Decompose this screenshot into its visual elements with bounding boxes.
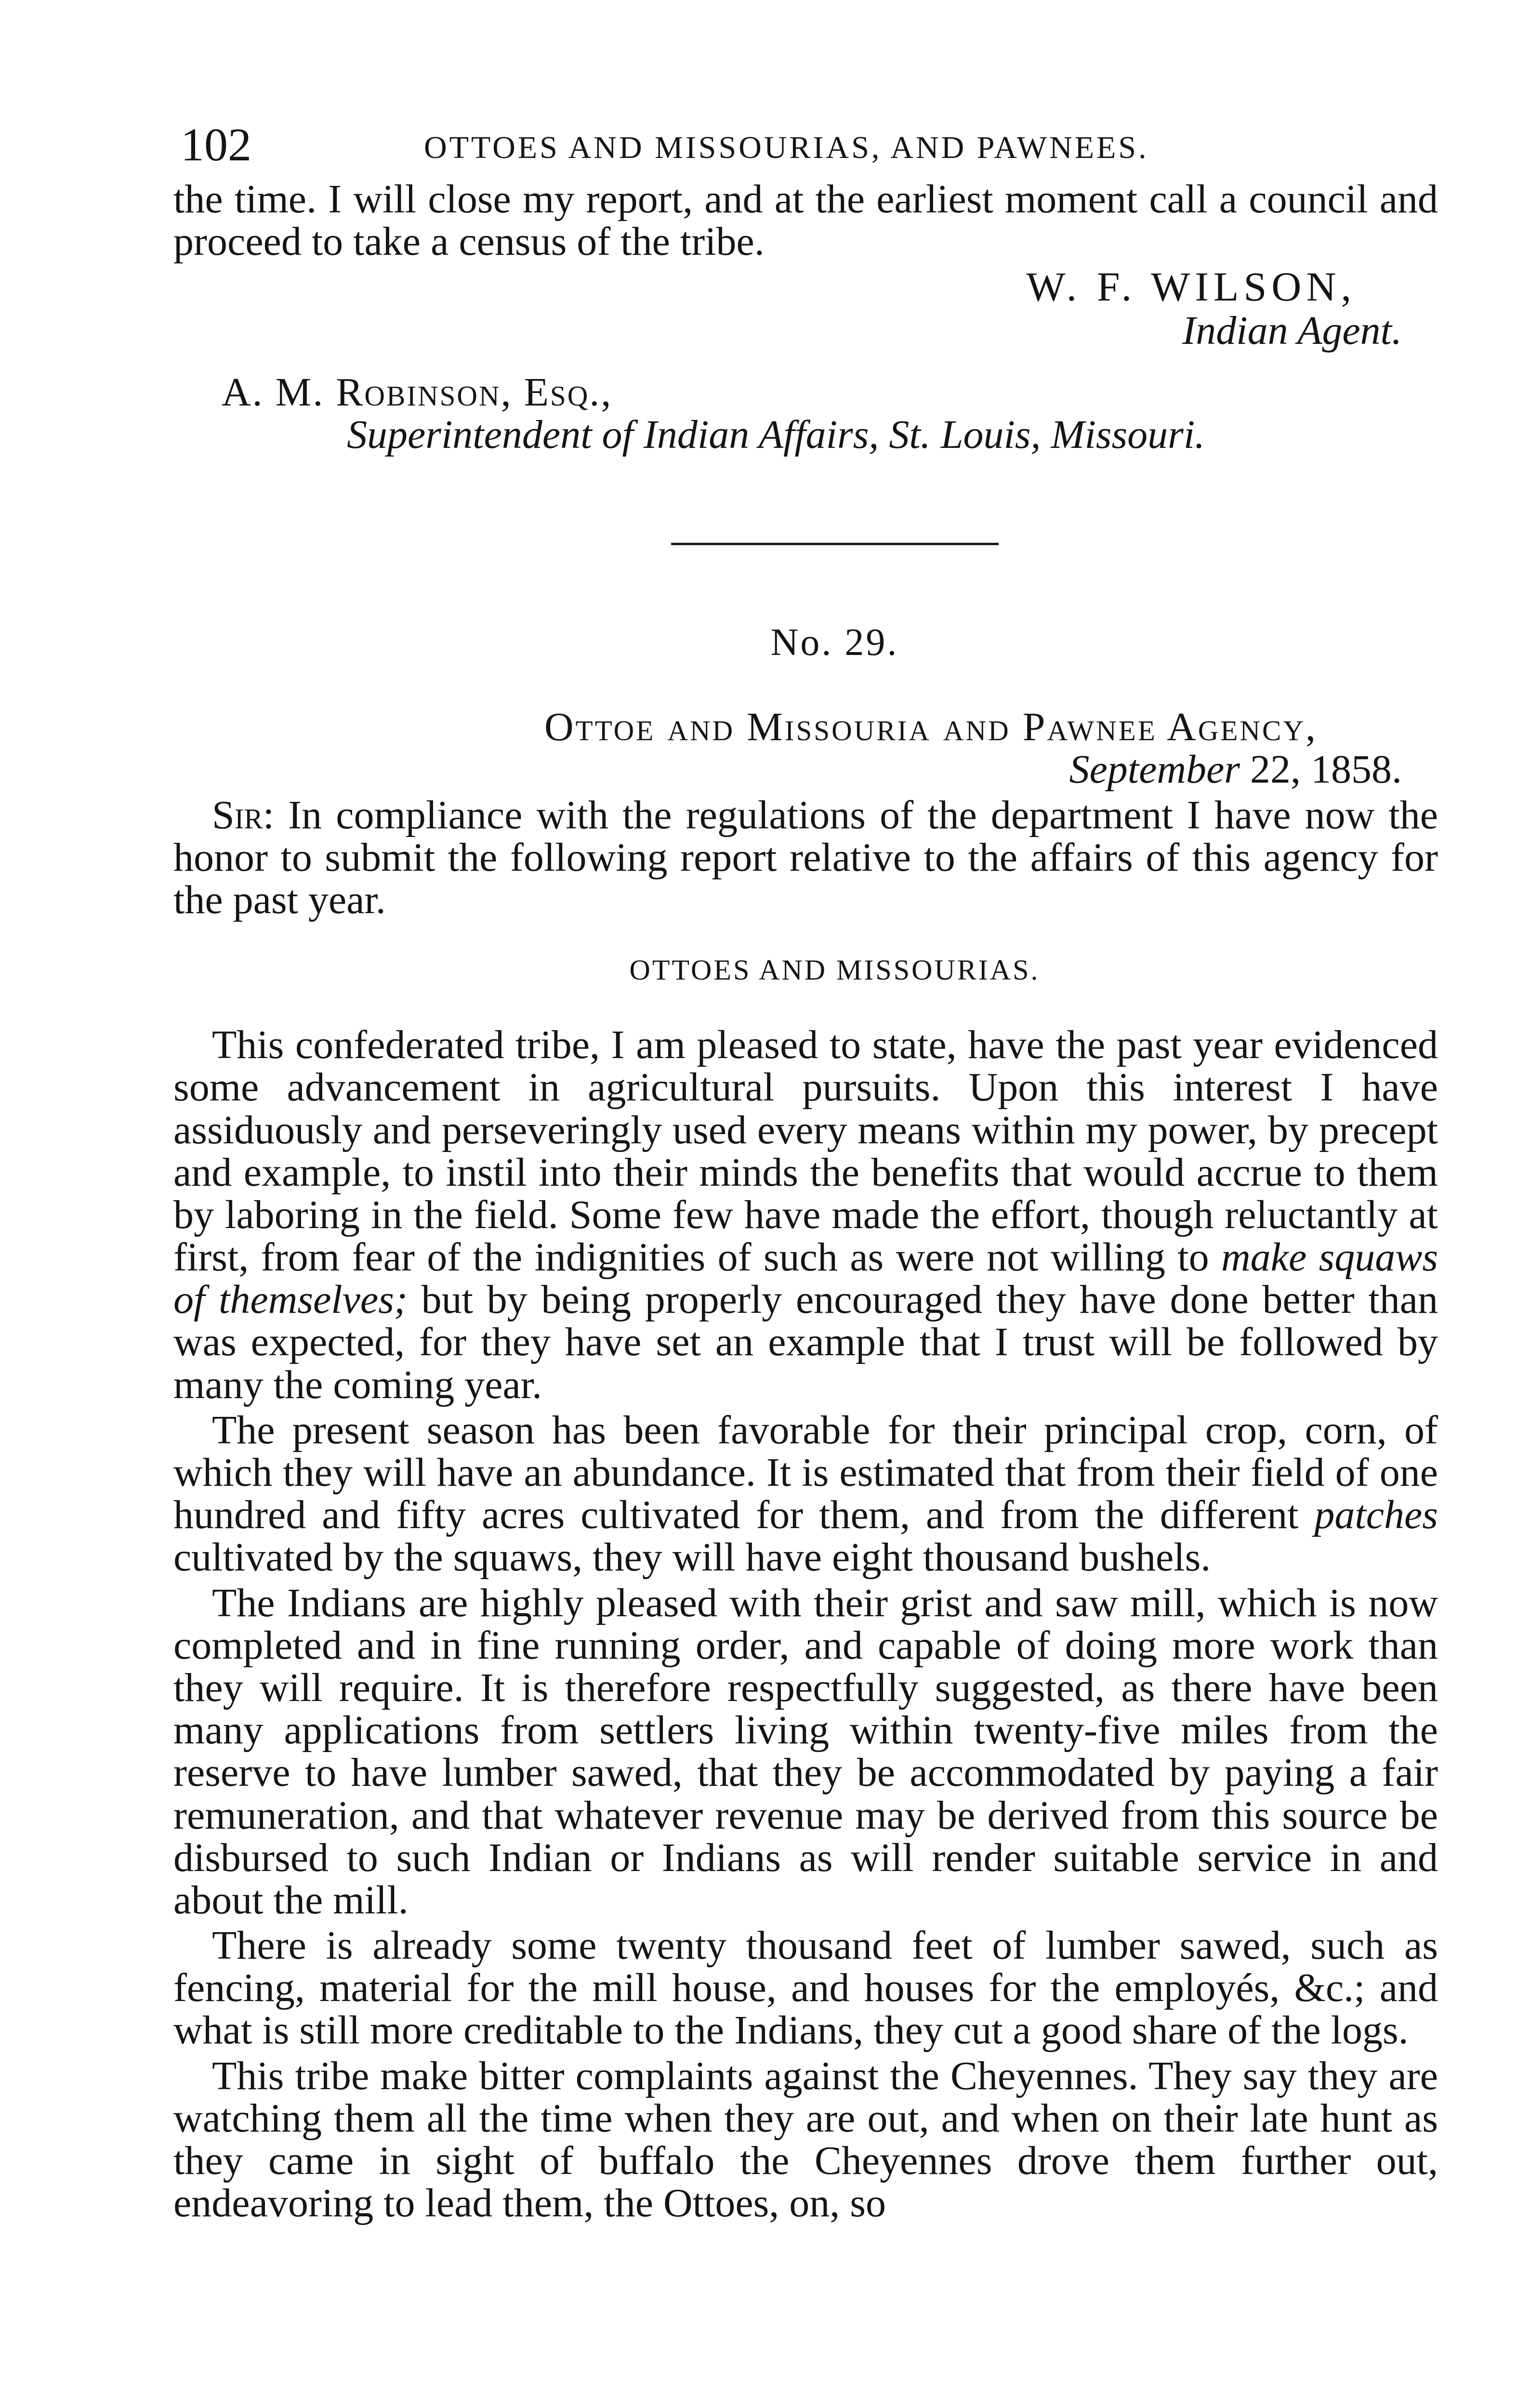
addressee-name: A. M. Robinson, Esq.,	[222, 369, 613, 415]
report-date-month: September	[1069, 747, 1240, 792]
paragraph-3: The Indians are highly pleased with their grist and saw mill, which is now completed and in fine running order, and capable of doing more work than they will require. It is therefore respectfully suggested, as there have been many applications from settlers living within twenty-five miles from the reserve to have lumber sawed, that they be accommodated by paying a fair remuneration, and that whatever revenue may be derived from this source be disbursed to such Indian or Indians as will render suitable service in and about the mill.	[173, 1580, 1438, 1923]
addressee-title: Superintendent of Indian Affairs, St. Louis, Missouri.	[347, 412, 1205, 458]
previous-letter-closing: the time. I will close my report, and at the earliest moment call a council and proceed to take a census of the tribe.	[173, 177, 1438, 264]
paragraph-2	[173, 1409, 1438, 1579]
intro-text: In compliance with the regulations of the department I have now the honor to submit the following report relative to the affairs of this agency for the past year.	[173, 792, 1438, 922]
report-date-rest: 22, 1858.	[1240, 747, 1402, 792]
salutation: Sir:	[212, 792, 275, 838]
paragraph-1-text-a: This confederated tribe, I am pleased to state, have the past year evidenced some advancement in agricultural pursuits. Upon this interest I have assiduously and perseveringly used every means within my power, by precept and example, to instil into their minds the benefits that would accrue to them by laboring in the field. Some few have made the effort, though reluctantly at first, from fear of the indignities of such as were not willing to	[173, 1022, 1438, 1280]
document-number: No. 29.	[770, 621, 899, 664]
running-head: OTTOES AND MISSOURIAS, AND PAWNEES.	[424, 130, 1149, 165]
section-title: OTTOES AND MISSOURIAS.	[629, 954, 1040, 986]
paragraph-5: This tribe make bitter complaints against the Cheyennes. They say they are watching them all the time when they are out, and when on their late hunt as they came in sight of buffalo the Cheyennes drove them further out, endeavoring to lead them, the Ottoes, on, so	[173, 2053, 1438, 2226]
intro-paragraph	[173, 794, 1438, 922]
page-number: 102	[181, 119, 251, 171]
paragraph-2-italic: patches	[1314, 1492, 1438, 1538]
agency-name: Ottoe and Missouria and Pawnee Agency,	[544, 705, 1318, 750]
report-date	[173, 748, 1438, 791]
document-page	[173, 120, 1438, 2225]
paragraph-1-italic: make squaws of themselves;	[173, 1235, 1438, 1322]
paragraph-1-text-b: but by being properly encouraged they have done better than was expected, for they have set an example that I trust will be followed by many the coming year.	[173, 1277, 1438, 1407]
section-divider	[671, 543, 999, 545]
page-header	[173, 120, 1438, 178]
paragraph-2-text-b: cultivated by the squaws, they will have eight thousand bushels.	[173, 1535, 1211, 1580]
signature-title: Indian Agent.	[1182, 308, 1402, 353]
paragraph-4: There is already some twenty thousand feet of lumber sawed, such as fencing, material for the mill house, and houses for the employés, &c.; and what is still more creditable to the Indians, they cut a good share of the logs.	[173, 1923, 1438, 2053]
signature-name: W. F. WILSON,	[1026, 263, 1356, 310]
paragraph-1	[173, 1024, 1438, 1406]
paragraph-2-text-a: The present season has been favorable for their principal crop, corn, of which they will have an abundance. It is estimated that from their field of one hundred and fifty acres cultivated for them, and from the different	[173, 1407, 1438, 1538]
